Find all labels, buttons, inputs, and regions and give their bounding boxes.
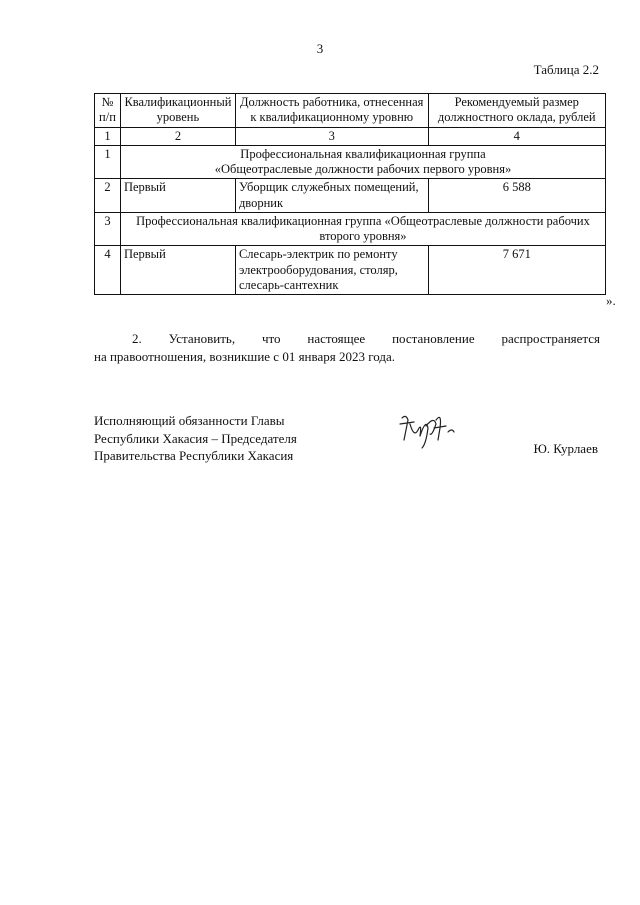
group-title-line: «Общеотраслевые должности рабочих первого уровня» xyxy=(214,162,512,176)
index-cell: 1 xyxy=(95,127,121,145)
table-row xyxy=(95,212,606,246)
row-salary: 7 671 xyxy=(428,246,605,295)
row-salary: 6 588 xyxy=(428,179,605,213)
signer-title-line: Республики Хакасия – Председателя xyxy=(94,430,297,446)
row-position: Уборщик служебных помещений, дворник xyxy=(235,179,428,213)
closing-quote: ». xyxy=(606,293,616,308)
clause-line: на правоотношения, возникшие с 01 января 2023 года. xyxy=(94,348,395,364)
signer-title-line: Исполняющий обязанности Главы xyxy=(94,413,285,428)
header-salary: Рекомендуемый размер должностного оклада, рублей xyxy=(428,94,605,128)
group-title: Профессиональная квалификационная группа «Общеотраслевые должности рабочих второго уровня» xyxy=(120,212,605,246)
index-cell: 3 xyxy=(235,127,428,145)
index-cell: 2 xyxy=(120,127,235,145)
table-row xyxy=(95,145,606,179)
group-title xyxy=(120,145,605,179)
page-number: 3 xyxy=(316,41,324,56)
table-header-row xyxy=(95,94,606,128)
row-level: Первый xyxy=(120,246,235,295)
clause-line: 2. Установить, что настоящее постановление распространяется xyxy=(132,331,600,346)
signer-name: Ю. Курлаев xyxy=(533,441,598,456)
header-num: № п/п xyxy=(95,94,121,128)
row-num: 4 xyxy=(95,246,121,295)
row-num: 1 xyxy=(95,145,121,179)
table-row xyxy=(95,179,606,213)
row-level: Первый xyxy=(120,179,235,213)
row-num: 3 xyxy=(95,212,121,246)
clause-paragraph xyxy=(94,330,600,366)
header-level: Квалификационный уровень xyxy=(120,94,235,128)
row-num: 2 xyxy=(95,179,121,213)
row-position: Слесарь-электрик по ремонту электрооборудования, столяр, слесарь-сантехник xyxy=(235,246,428,295)
signer-title xyxy=(94,412,297,465)
signer-title-line: Правительства Республики Хакасия xyxy=(94,448,294,464)
index-cell: 4 xyxy=(428,127,605,145)
table-index-row xyxy=(95,127,606,145)
table-row xyxy=(95,246,606,295)
handwritten-signature xyxy=(396,410,460,452)
group-title-line: Профессиональная квалификационная группа xyxy=(240,146,486,161)
salary-table xyxy=(94,93,606,295)
header-position: Должность работника, отнесенная к квалификационному уровню xyxy=(235,94,428,128)
table-caption: Таблица 2.2 xyxy=(533,62,599,77)
